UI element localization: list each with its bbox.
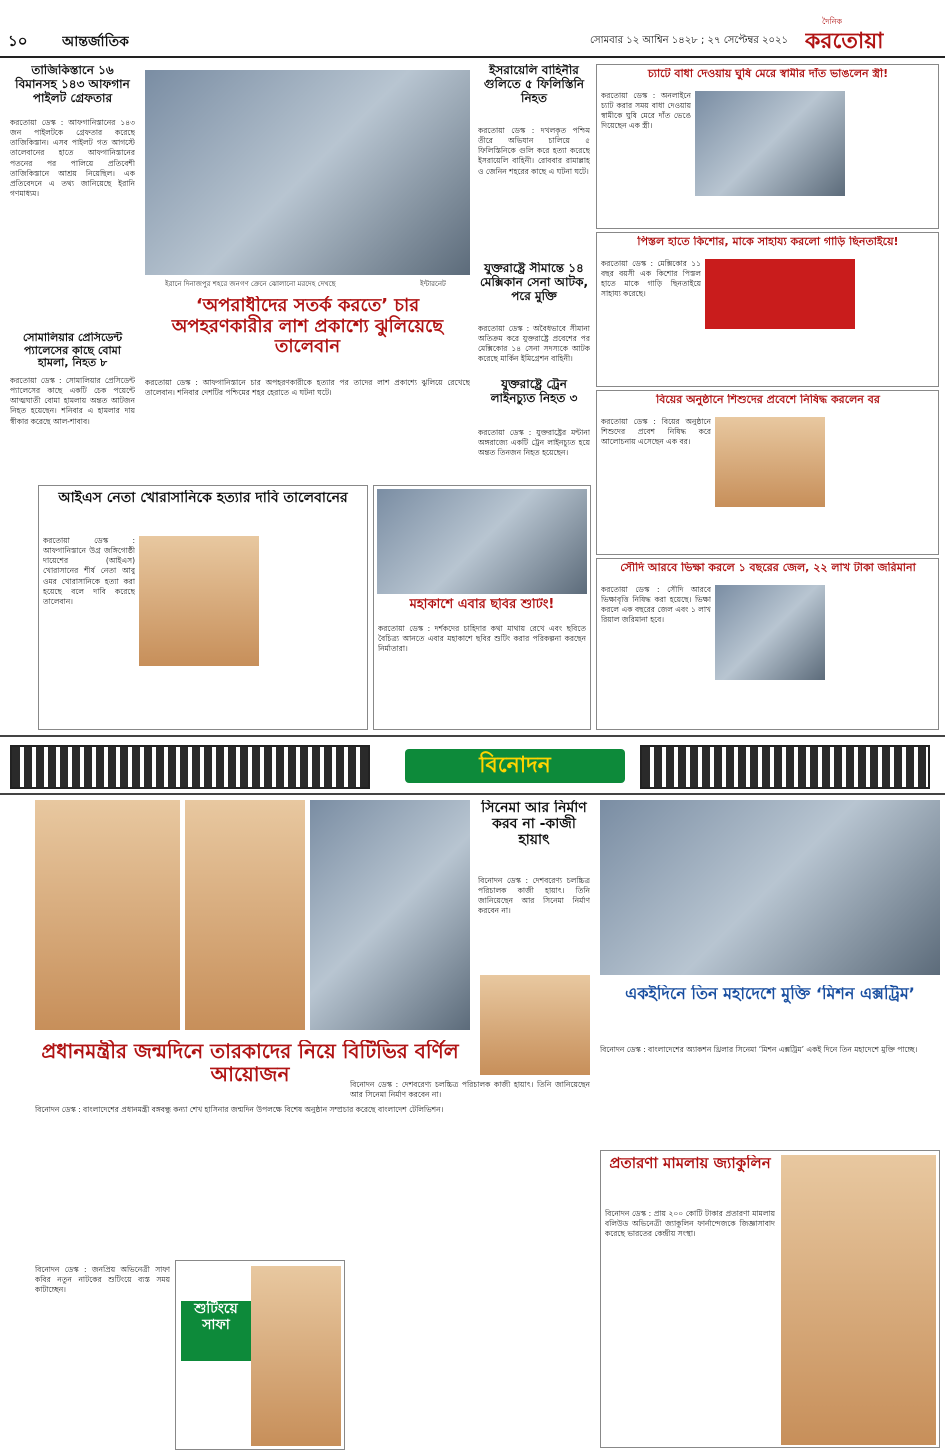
section-name: আন্তর্জাতিক	[62, 34, 129, 50]
news-photo	[377, 489, 587, 594]
story-body: করতোয়া ডেস্ক : দখলকৃত পশ্চিম তীরে অভিযান চালিয়ে ৫ ফিলিস্তিনিকে গুলি করে হত্যা করেছে ইসরায়েলি বাহিনী। রোববার রামাল্লাহ ও জেনিন শহরের কাছে এ ঘটনা ঘটে।	[478, 126, 590, 176]
story-title: যুক্তরাষ্ট্রে ট্রেন লাইনচ্যুত নিহত ৩	[490, 378, 578, 405]
story-title: আইএস নেতা খোরাসানিকে হত্যার দাবি তালেবানের	[58, 490, 348, 506]
photo-caption: ইরানে দিনাজপুর শহরে জনগণ ক্রেনে ঝোলানো মরদেহ দেখছে	[165, 280, 336, 288]
newspaper-logo: করতোয়া	[805, 28, 884, 54]
film-strip-icon	[10, 745, 370, 789]
story-body: করতোয়া ডেস্ক : অবৈধভাবে সীমানা অতিক্রম করে যুক্তরাষ্ট্রে প্রবেশের পর মেক্সিকোর ১৪ সেনা সদস্যকে আটক করেছে মার্কিন ইমিগ্রেশন বাহিনী।	[478, 324, 590, 364]
story-body: করতোয়া ডেস্ক : আফগানিস্তানের ১৪৩ জন পাইলটকে গ্রেফতার করেছে তাজিকিস্তান। এসব পাইলট গত আগস্টে তালেবানের হাতে আফগানিস্তানের পতনের পর পালিয়ে প্রতিবেশী তাজিকিস্তানে আশ্রয় নিয়েছিল। এক প্রতিবেদনে এ তথ্য জানিয়েছে ইরানি গণমাধ্যম।	[10, 118, 135, 198]
person-photo	[139, 536, 259, 666]
story-body: করতোয়া ডেস্ক : অনলাইনে চ্যাট করার সময় বাধা দেওয়ায় স্বামীকে ঘুষি মেরে দাঁত ভেঙে দিয়েছেন এক স্ত্রী।	[601, 91, 691, 131]
story-box	[38, 485, 368, 730]
lead-headline: ‘অপরাধীদের সতর্ক করতে’ চার অপহরণকারীর লাশ প্রকাশ্যে ঝুলিয়েছে তালেবান	[171, 296, 444, 358]
story-title: বিয়ের অনুষ্ঠানে শিশুদের প্রবেশে নিষিদ্ধ করলেন বর	[656, 394, 880, 406]
photo-credit: ইন্টারনেট	[420, 280, 446, 288]
person-photo	[480, 975, 590, 1075]
story-box	[600, 1150, 940, 1448]
story-body: করতোয়া ডেস্ক : বিয়ের অনুষ্ঠানে শিশুদের প্রবেশ নিষিদ্ধ করে আলোচনায় এসেছেন এক বর।	[601, 417, 711, 447]
story-title: প্রতারণা মামলায় জ্যাকুলিন	[609, 1155, 771, 1172]
story-box	[596, 558, 939, 730]
section-title: বিনোদন	[405, 749, 625, 783]
story-body: করতোয়া ডেস্ক : দর্শকদের চাহিদার কথা মাথায় রেখে এবং ছবিতে বৈচিত্র্য আনতে এবার মহাকাশে ছবির শুটিং করার পরিকল্পনা করছেন নির্মাতারা।	[378, 624, 586, 654]
story-box	[596, 64, 939, 229]
story-title: সোমালিয়ার প্রেসিডেন্ট প্যালেসের কাছে বোমা হামলা, নিহত ৮	[22, 332, 123, 370]
news-photo	[185, 800, 305, 1030]
story-title: শুটিংয়ে সাফা	[181, 1301, 251, 1361]
story-box	[175, 1260, 345, 1450]
story-body: বিনোদন ডেস্ক : দেশবরেণ্য চলচ্চিত্র পরিচালক কাজী হায়াৎ। তিনি জানিয়েছেন আর সিনেমা নির্মাণ করবেন না।	[350, 1080, 590, 1100]
story-body: বিনোদন ডেস্ক : প্রায় ২০০ কোটি টাকার প্রতারণা মামলায় বলিউড অভিনেত্রী জ্যাকুলিন ফার্নান্দেজকে জিজ্ঞাসাবাদ করেছে ভারতের কেন্দ্রীয় সংস্থা।	[605, 1209, 775, 1239]
story-body: করতোয়া ডেস্ক : মেক্সিকোর ১১ বছর বয়সী এক কিশোর পিস্তল হাতে মাকে গাড়ি ছিনতাইয়ে সাহায্য করেছে।	[601, 259, 701, 299]
story-title: সৌদি আরবে ভিক্ষা করলে ১ বছরের জেল, ২২ লাখ টাকা জরিমানা	[620, 562, 916, 574]
story-body: বিনোদন ডেস্ক : বাংলাদেশের অ্যাকশন থ্রিলার সিনেমা ‘মিশন এক্সট্রিম’ একই দিনে তিন মহাদেশে মুক্তি পাচ্ছে।	[600, 1045, 918, 1054]
story-title: মহাকাশে এবার ছবির শুটিং!	[409, 598, 555, 612]
logo-subtitle: দৈনিক	[822, 17, 843, 26]
story-title: তাজিকিস্তানে ১৬ বিমানসহ ১৪৩ আফগান পাইলট গ্রেফতার	[15, 64, 130, 105]
story-body: করতোয়া ডেস্ক : সোমালিয়ার প্রেসিডেন্ট প্যালেসের কাছে একটি চেক পয়েন্টে আত্মঘাতী বোমা হামলায় অন্তত আটজন নিহত হয়েছেন। শনিবার এ হামলার দায় স্বীকার করেছে আল-শাবাব।	[10, 376, 135, 426]
story-body: করতোয়া ডেস্ক : সৌদি আরবে ভিক্ষাবৃত্তি নিষিদ্ধ করা হয়েছে। ভিক্ষা করলে এক বছরের জেল এবং ১ লাখ রিয়াল জরিমানা হবে।	[601, 585, 711, 625]
date-line: সোমবার ১২ আশ্বিন ১৪২৮ ; ২৭ সেপ্টেম্বর ২০২১	[590, 35, 789, 46]
story-body: বিনোদন ডেস্ক : জনপ্রিয় অভিনেত্রী সাফা কবির নতুন নাটকের শুটিংয়ে ব্যস্ত সময় কাটাচ্ছেন।	[35, 1265, 170, 1295]
news-photo	[310, 800, 470, 1030]
story-title: যুক্তরাষ্ট্রে সীমান্তে ১৪ মেক্সিকান সেনা আটক, পরে মুক্তি	[479, 262, 589, 303]
person-photo	[251, 1266, 341, 1446]
story-box	[373, 485, 591, 730]
cinema-section-banner	[0, 735, 945, 795]
page-number: ১০	[8, 32, 28, 50]
story-title: একইদিনে তিন মহাদেশে মুক্তি ‘মিশন এক্সট্রিম’	[625, 985, 915, 1003]
news-photo	[600, 800, 940, 975]
news-photo	[35, 800, 180, 1030]
page-header	[0, 0, 945, 58]
story-box	[596, 390, 939, 555]
story-box	[596, 232, 939, 387]
film-strip-icon	[640, 745, 930, 789]
news-photo	[715, 417, 825, 507]
story-title: ইসরায়েলি বাহিনীর গুলিতে ৫ ফিলিস্তিনি নিহত	[483, 64, 585, 105]
story-body: করতোয়া ডেস্ক : যুক্তরাষ্ট্রের মন্টানা অঙ্গরাজ্যে একটি ট্রেন লাইনচ্যুত হয়ে অন্তত তিনজন নিহত হয়েছেন।	[478, 428, 590, 458]
story-body: বিনোদন ডেস্ক : বাংলাদেশের প্রধানমন্ত্রী বঙ্গবন্ধু কন্যা শেখ হাসিনার জন্মদিন উপলক্ষে বিশেষ অনুষ্ঠান সম্প্রচার করেছে বাংলাদেশ টেলিভিশন।	[35, 1105, 444, 1114]
pistol-image	[705, 259, 855, 329]
story-title: প্রধানমন্ত্রীর জন্মদিনে তারকাদের নিয়ে বিটিভির বর্ণিল আয়োজন	[41, 1040, 459, 1086]
news-photo	[715, 585, 825, 680]
story-body: করতোয়া ডেস্ক : আফগানিস্তানে উগ্র জঙ্গিগোষ্ঠী দায়েশের (আইএস) খোরাসানের শীর্ষ নেতা আবু ওমর খোরাসানিকে হত্যা করা হয়েছে বলে দাবি করেছে তালেবান।	[43, 536, 135, 606]
story-body: বিনোদন ডেস্ক : দেশবরেণ্য চলচ্চিত্র পরিচালক কাজী হায়াৎ। তিনি জানিয়েছেন আর সিনেমা নির্মাণ করবেন না।	[478, 876, 590, 916]
person-photo	[781, 1155, 936, 1445]
lead-body: করতোয়া ডেস্ক : আফগানিস্তানে চার অপহরণকারীকে হত্যার পর তাদের লাশ প্রকাশ্যে ঝুলিয়ে রেখেছে তালেবান। শনিবার দেশটির পশ্চিমের শহর হেরাতে এ ঘটনা ঘটে।	[145, 378, 470, 398]
story-title: সিনেমা আর নির্মাণ করব না -কাজী হায়াৎ	[481, 800, 587, 849]
news-photo	[695, 91, 845, 196]
story-title: চ্যাটে বাধা দেওয়ায় ঘুষি মেরে স্বামীর দাঁত ভাঙলেন স্ত্রী!	[647, 68, 889, 80]
story-title: পিস্তল হাতে কিশোর, মাকে সাহায্য করলো গাড়ি ছিনতাইয়ে!	[637, 236, 899, 248]
news-photo	[145, 70, 470, 275]
